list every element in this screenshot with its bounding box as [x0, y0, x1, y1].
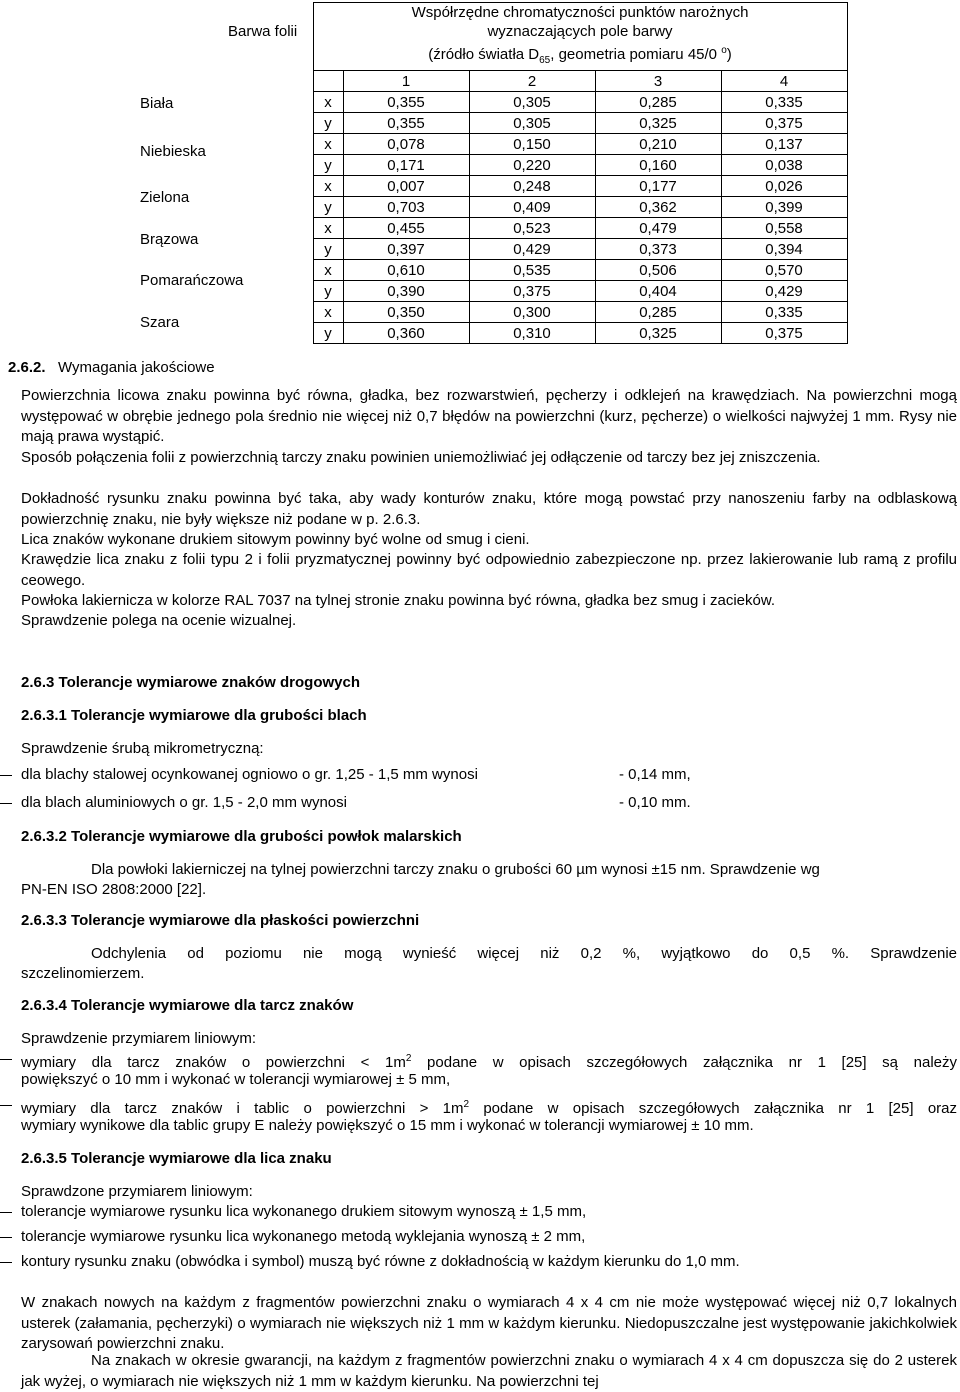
table-cell: 0,404 [595, 281, 721, 302]
table-row [133, 134, 847, 155]
table-cell: 0,305 [469, 113, 595, 134]
s5-item-1: tolerancje wymiarowe rysunku lica wykonanego drukiem sitowym wynoszą ± 1,5 mm, [21, 1203, 587, 1220]
sec262-p2: Sposób połączenia folii z powierzchnią tarczy znaku powinien uniemożliwiać jej odłączenie od tarczy bez jej zniszczenia. [21, 449, 821, 466]
table-cell: 0,078 [343, 134, 469, 155]
table-cell: 0,506 [595, 260, 721, 281]
table-row [133, 302, 847, 323]
coord-label: y [313, 113, 343, 134]
table-cell: 0,300 [469, 302, 595, 323]
table-cell: 0,325 [595, 323, 721, 344]
coord-label: x [313, 218, 343, 239]
sec2635-heading: 2.6.3.5 Tolerancje wymiarowe dla lica znaku [21, 1150, 332, 1167]
table-header: Współrzędne chromatyczności punktów narożnych wyznaczających pole barwy (źródło światła $D_{65}$, geometria pomiaru 45/0 $^o$) [313, 3, 847, 71]
table-row [133, 218, 847, 239]
table-cell: 0,375 [469, 281, 595, 302]
s4-item-1-line2: powiększyć o 10 mm i wykonać w tolerancji wymiarowej ± 5 mm, [21, 1071, 451, 1088]
point-header-1: 1 [343, 71, 469, 92]
table-cell: 0,373 [595, 239, 721, 260]
table-cell: 0,610 [343, 260, 469, 281]
sec2632-heading: 2.6.3.2 Tolerancje wymiarowe dla grubości powłok malarskich [21, 828, 462, 845]
table-cell: 0,397 [343, 239, 469, 260]
s4-item-2-line2: wymiary wynikowe dla tablic grupy E należy powiększyć o 15 mm i wykonać w tolerancji wymiarowej ± 10 mm. [21, 1117, 754, 1134]
table-cell: 0,160 [595, 155, 721, 176]
coord-label: x [313, 302, 343, 323]
table-row [133, 239, 847, 260]
chromaticity-table [133, 2, 848, 344]
table-cell: 0,285 [595, 92, 721, 113]
s1-item-1-value: - 0,14 mm, [619, 766, 691, 783]
coord-label: x [313, 92, 343, 113]
table-cell: 0,325 [595, 113, 721, 134]
color-name: Brązowa [140, 231, 199, 248]
table-row [133, 281, 847, 302]
table-cell: 0,248 [469, 176, 595, 197]
table-cell: 0,285 [595, 302, 721, 323]
sec2634-intro: Sprawdzenie przymiarem liniowym: [21, 1030, 257, 1047]
s5-item-3: kontury rysunku znaku (obwódka i symbol) muszą być równe z dokładnością w każdym kierunku do 1,0 mm. [21, 1253, 740, 1270]
sec262-p7: Sprawdzenie polega na ocenie wizualnej. [21, 612, 297, 629]
coord-label: y [313, 281, 343, 302]
table-cell: 0,171 [343, 155, 469, 176]
coord-label: y [313, 197, 343, 218]
table-cell: 0,305 [469, 92, 595, 113]
table-cell: 0,394 [721, 239, 847, 260]
table-cell: 0,558 [721, 218, 847, 239]
table-cell: 0,038 [721, 155, 847, 176]
table-row [133, 92, 847, 113]
table-cell: 0,429 [469, 239, 595, 260]
table-row [133, 113, 847, 134]
color-name: Niebieska [140, 143, 206, 160]
table-cell: 0,479 [595, 218, 721, 239]
table-cell: 0,335 [721, 92, 847, 113]
table-cell: 0,390 [343, 281, 469, 302]
table-row [133, 197, 847, 218]
color-name: Szara [140, 314, 180, 331]
table-cell: 0,455 [343, 218, 469, 239]
bullet-dash [0, 803, 12, 804]
final-p1: W znakach nowych na każdym z fragmentów powierzchni znaku o wymiarach 4 x 4 cm nie może występować więcej niż 0,7 lokalnych usterek (załamania, pęcherzyki) o wymiarach nie większych niż 1 mm w każdym kierunku. Niedopuszczalne jest występowanie jakichkolwiek zarysowań powierzchni znaku. [21, 1294, 957, 1352]
table-row [133, 323, 847, 344]
table-cell: 0,409 [469, 197, 595, 218]
table-cell: 0,429 [721, 281, 847, 302]
sec2634-heading: 2.6.3.4 Tolerancje wymiarowe dla tarcz znaków [21, 997, 354, 1014]
s1-item-2-text: dla blach aluminiowych o gr. 1,5 - 2,0 mm wynosi [21, 794, 347, 811]
section-262-title: Wymagania jakościowe [58, 359, 215, 376]
point-header-3: 3 [595, 71, 721, 92]
table-cell: 0,007 [343, 176, 469, 197]
table-cell: 0,375 [721, 113, 847, 134]
table-cell: 0,220 [469, 155, 595, 176]
sec2635-intro: Sprawdzone przymiarem liniowym: [21, 1183, 253, 1200]
sec2631-intro: Sprawdzenie śrubą mikrometryczną: [21, 740, 264, 757]
color-name: Zielona [140, 189, 190, 206]
sec2631-heading: 2.6.3.1 Tolerancje wymiarowe dla grubości blach [21, 707, 367, 724]
bullet-dash [0, 1212, 12, 1213]
coord-label: x [313, 176, 343, 197]
table-cell: 0,150 [469, 134, 595, 155]
color-name: Biała [140, 95, 174, 112]
bullet-dash [0, 1262, 12, 1263]
table-cell: 0,350 [343, 302, 469, 323]
table-row [133, 176, 847, 197]
table-cell: 0,375 [721, 323, 847, 344]
table-cell: 0,703 [343, 197, 469, 218]
s1-item-2-value: - 0,10 mm. [619, 794, 691, 811]
table-row [133, 155, 847, 176]
table-cell: 0,570 [721, 260, 847, 281]
bullet-dash [0, 1059, 12, 1060]
table-cell: 0,362 [595, 197, 721, 218]
table-cell: 0,523 [469, 218, 595, 239]
table-cell: 0,535 [469, 260, 595, 281]
table-cell: 0,399 [721, 197, 847, 218]
col-barwa-label: Barwa folii [228, 23, 298, 40]
section-262-number: 2.6.2. [8, 359, 46, 376]
coord-label: x [313, 134, 343, 155]
coord-label: y [313, 323, 343, 344]
sec262-p1: Powierzchnia licowa znaku powinna być równa, gładka, bez rozwarstwień, pęcherzy i odklejeń na krawędziach. Na powierzchni mogą występować w obrębie jednego pola średnio nie więcej niż 0,7 błędów na powierzchni (kurz, pęcherze) o wielkości najwyżej 1 mm. Rysy nie mają prawa wystąpić. [21, 387, 957, 445]
table-cell: 0,210 [595, 134, 721, 155]
sec2632-line1: Dla powłoki lakierniczej na tylnej powierzchni tarczy znaku o grubości 60 µm wynosi ±15 nm. Sprawdzenie wg [91, 861, 820, 878]
table-cell: 0,355 [343, 113, 469, 134]
table-cell: 0,335 [721, 302, 847, 323]
sec2633-line1: Odchylenia od poziomu nie mogą wynieść więcej niż 0,2 %, wyjątkowo do 0,5 %. Sprawdzenie [91, 945, 957, 962]
sec262-p3: Dokładność rysunku znaku powinna być taka, aby wady konturów znaku, które mogą powstać przy nanoszeniu farby na odblaskową powierzchnię znaku, nie były większe niż podane w p. 2.6.3. [21, 490, 957, 528]
table-cell: 0,177 [595, 176, 721, 197]
final-p2: Na znakach w okresie gwarancji, na każdym z fragmentów powierzchni znaku o wymiarach 4 x 4 cm dopuszcza się do 2 usterek jak wyżej, o wymiarach nie większych niż 1 mm w każdym kierunku. Na powierzchni tej [21, 1352, 957, 1390]
table-cell: 0,360 [343, 323, 469, 344]
s4-item-2: wymiary dla tarcz znaków i tablic o powierzchni > $1m^2$ podane w opisach szczegółowych załącznika nr 1 [25] oraz [21, 1099, 957, 1117]
point-header-2: 2 [469, 71, 595, 92]
sec262-p5: Krawędzie lica znaku z folii typu 2 i folii pryzmatycznej powinny być odpowiednio zabezpieczone np. przez lakierowanie lub ramą z profilu ceowego. [21, 551, 957, 589]
s1-item-1-text: dla blachy stalowej ocynkowanej ogniowo o gr. 1,25 - 1,5 mm wynosi [21, 766, 478, 783]
coord-label: x [313, 260, 343, 281]
bullet-dash [0, 1105, 12, 1106]
sec262-p4: Lica znaków wykonane drukiem sitowym powinny być wolne od smug i cieni. [21, 531, 530, 548]
color-name: Pomarańczowa [140, 272, 244, 289]
table-cell: 0,137 [721, 134, 847, 155]
coord-label: y [313, 155, 343, 176]
bullet-dash [0, 1237, 12, 1238]
sec2633-line2: szczelinomierzem. [21, 965, 145, 982]
table-cell: 0,026 [721, 176, 847, 197]
sec2633-heading: 2.6.3.3 Tolerancje wymiarowe dla płaskości powierzchni [21, 912, 420, 929]
sec263-heading: 2.6.3 Tolerancje wymiarowe znaków drogowych [21, 674, 360, 691]
s5-item-2: tolerancje wymiarowe rysunku lica wykonanego metodą wyklejania wynoszą ± 2 mm, [21, 1228, 586, 1245]
sec2632-line2: PN-EN ISO 2808:2000 [22]. [21, 881, 207, 898]
coord-label: y [313, 239, 343, 260]
table-row [133, 260, 847, 281]
point-header-4: 4 [721, 71, 847, 92]
s4-item-1: wymiary dla tarcz znaków o powierzchni < $1m^2$ podane w opisach szczegółowych załącznika nr 1 [25] są należy [21, 1053, 957, 1071]
table-cell: 0,355 [343, 92, 469, 113]
sec262-p6: Powłoka lakiernicza w kolorze RAL 7037 na tylnej stronie znaku powinna być równa, gładka bez smug i zacieków. [21, 592, 776, 609]
table-cell: 0,310 [469, 323, 595, 344]
bullet-dash [0, 775, 12, 776]
